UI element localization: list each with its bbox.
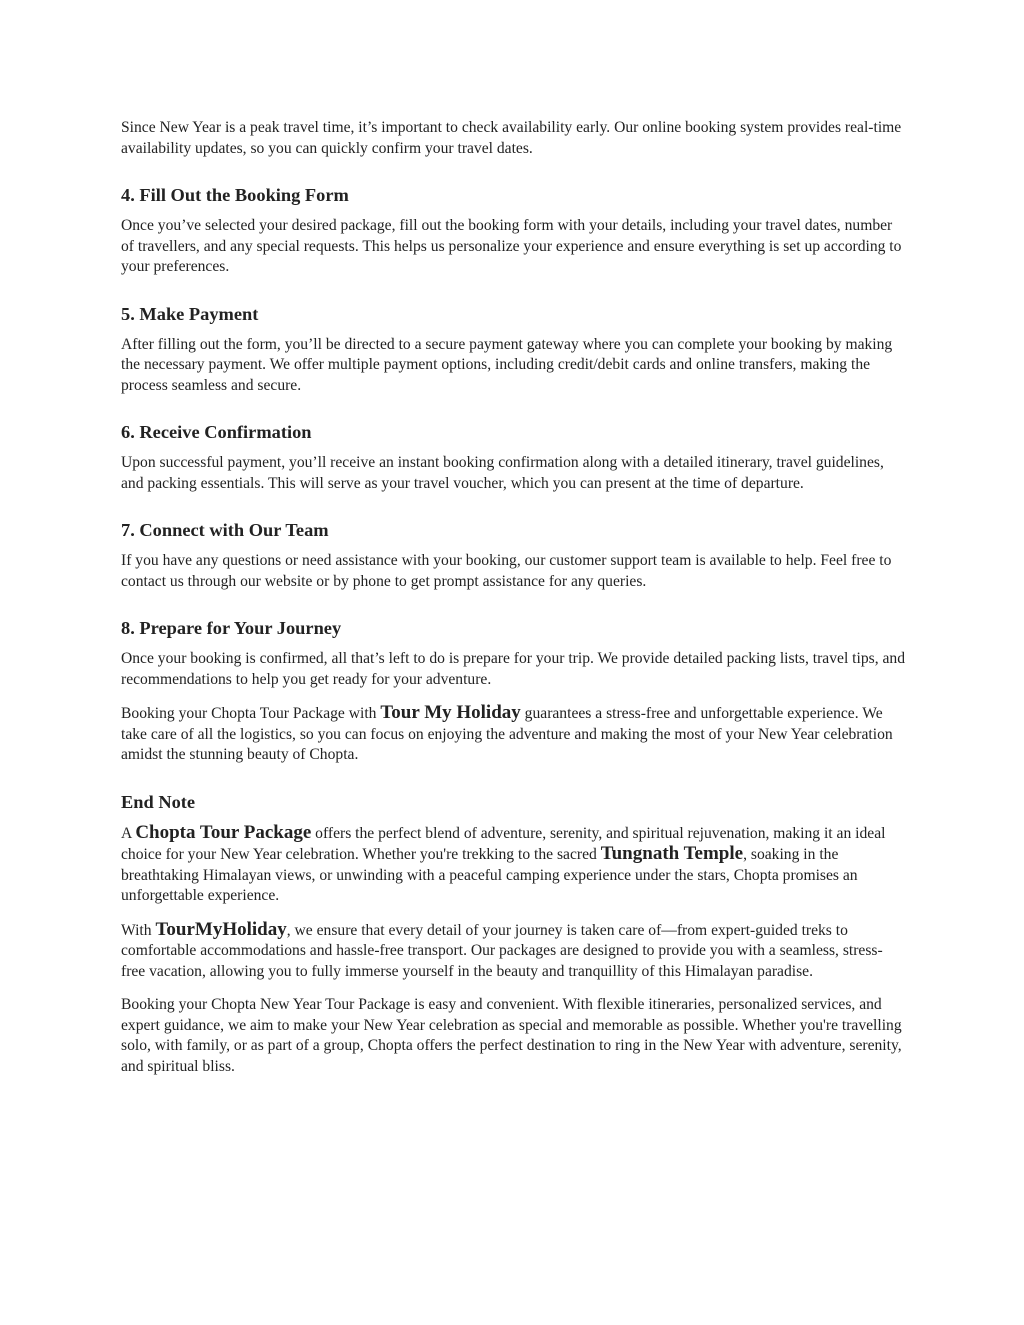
text-run: A	[121, 824, 136, 842]
section-heading: 6. Receive Confirmation	[121, 422, 312, 442]
end-note-heading: End Note	[121, 791, 196, 812]
section-heading: 8. Prepare for Your Journey	[121, 618, 342, 638]
text-run: offers the perfect blend of adventure, serenity, and spiritual rejuvenation, making it an ideal choice for your New Year celebration. Whether you're trekking to the sacred	[121, 824, 886, 863]
text-run: , we ensure that every detail of your journey is taken care of—from expert-guided treks to comfortable accommodations and hassle-free transport. Our packages are designed to provide you with a seamless, stress-free vacation, allowing you to fully immerse yourself in the beauty and tranquillity of this Himalayan paradise.	[121, 921, 883, 980]
end-note-paragraph-3: Booking your Chopta New Year Tour Package is easy and convenient. With flexible itineraries, personalized services, and expert guidance, we aim to make your New Year celebration as special and memorable as possible. Whether you're travelling solo, with family, or as part of a group, Chopta offers the perfect destination to ring in the New Year with adventure, serenity, and spiritual bliss.	[121, 996, 902, 1075]
section-connect-team	[121, 518, 906, 592]
temple-name: Tungnath Temple	[600, 843, 744, 864]
brand-name: Tour My Holiday	[380, 702, 521, 723]
section-end-note	[121, 790, 906, 1078]
document-page	[121, 118, 906, 1077]
section-body: After filling out the form, you’ll be directed to a secure payment gateway where you can complete your booking by making the necessary payment. We offer multiple payment options, including credit/debit cards and online transfers, making the process seamless and secure.	[121, 335, 893, 394]
section-body: Once you’ve selected your desired package, fill out the booking form with your details, including your travel dates, number of travellers, and any special requests. This helps us personalize your experience and ensure everything is set up according to your preferences.	[121, 217, 902, 275]
closing-paragraph	[121, 703, 906, 766]
end-note-paragraph-1	[121, 823, 906, 907]
text-run: With	[121, 921, 156, 939]
section-heading: 7. Connect with Our Team	[121, 520, 329, 540]
section-make-payment	[121, 302, 906, 397]
package-name: Chopta Tour Package	[135, 821, 312, 843]
text-run: , soaking in the breathtaking Himalayan views, or unwinding with a peaceful camping experience under the stars, Chopta promises an unforgettable experience.	[121, 846, 858, 904]
section-prepare-journey	[121, 616, 906, 690]
section-body: Upon successful payment, you’ll receive an instant booking confirmation along with a detailed itinerary, travel guidelines, and packing essentials. This will serve as your travel voucher, which you can present at the time of departure.	[121, 454, 884, 492]
section-body: Once your booking is confirmed, all that’s left to do is prepare for your trip. We provide detailed packing lists, travel tips, and recommendations to help you get ready for your adventure.	[121, 650, 906, 688]
closing-text-post: guarantees a stress-free and unforgettable experience. We take care of all the logistics, so you can focus on enjoying the adventure and making the most of your New Year celebration amidst the stunning beauty of Chopta.	[121, 705, 893, 763]
section-heading: 4. Fill Out the Booking Form	[121, 185, 349, 205]
section-receive-confirmation	[121, 420, 906, 494]
section-heading: 5. Make Payment	[121, 303, 259, 324]
intro-paragraph: Since New Year is a peak travel time, it’s important to check availability early. Our online booking system provides real-time availability updates, so you can quickly confirm your travel dates.	[121, 119, 902, 157]
end-note-paragraph-2	[121, 920, 906, 983]
brand-name: TourMyHoliday	[155, 918, 287, 940]
section-booking-form	[121, 183, 906, 278]
section-body: If you have any questions or need assistance with your booking, our customer support team is available to help. Feel free to contact us through our website or by phone to get prompt assistance for any queries.	[121, 552, 892, 590]
closing-text-pre: Booking your Chopta Tour Package with	[121, 705, 381, 722]
